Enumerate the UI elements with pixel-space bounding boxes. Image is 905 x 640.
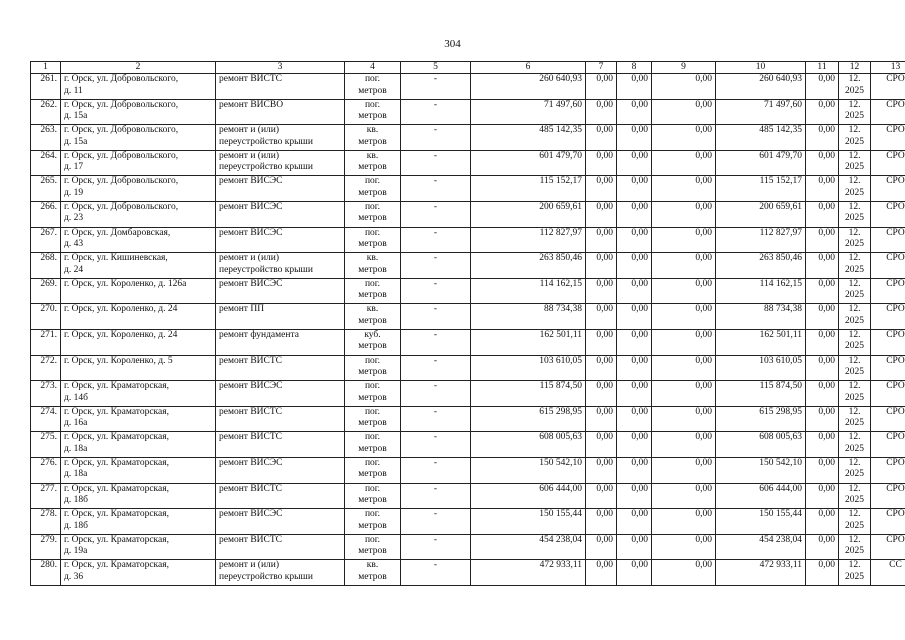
col11-cell: 0,00 <box>806 483 839 509</box>
col11-cell: 0,00 <box>806 381 839 407</box>
col5-cell: - <box>401 201 471 227</box>
col9-cell: 0,00 <box>652 534 716 560</box>
row-number: 272. <box>31 355 61 381</box>
col8-cell: 0,00 <box>617 560 652 586</box>
col10-cell: 150 542,10 <box>716 457 806 483</box>
row-number: 279. <box>31 534 61 560</box>
col8-cell: 0,00 <box>617 150 652 176</box>
total-cost-cell: 200 659,61 <box>471 201 586 227</box>
column-header-3: 3 <box>216 62 345 74</box>
method-cell: СРО <box>871 534 905 560</box>
method-cell: СРО <box>871 201 905 227</box>
table-row <box>31 432 905 458</box>
table-row <box>31 509 905 535</box>
unit-cell: пог. метров <box>345 483 401 509</box>
work-type-cell: ремонт ВИСЭС <box>216 201 345 227</box>
completion-date-cell: 12. 2025 <box>839 355 871 381</box>
unit-cell: кв. метров <box>345 150 401 176</box>
address-cell: г. Орск, ул. Короленко, д. 24 <box>61 329 216 355</box>
col5-cell: - <box>401 560 471 586</box>
unit-cell: пог. метров <box>345 176 401 202</box>
col11-cell: 0,00 <box>806 150 839 176</box>
row-number: 265. <box>31 176 61 202</box>
col5-cell: - <box>401 125 471 151</box>
method-cell: СС <box>871 560 905 586</box>
method-cell: СРО <box>871 355 905 381</box>
col9-cell: 0,00 <box>652 509 716 535</box>
col8-cell: 0,00 <box>617 201 652 227</box>
work-type-cell: ремонт и (или) переустройство крыши <box>216 560 345 586</box>
col8-cell: 0,00 <box>617 355 652 381</box>
column-header-7: 7 <box>586 62 617 74</box>
col9-cell: 0,00 <box>652 253 716 279</box>
total-cost-cell: 601 479,70 <box>471 150 586 176</box>
completion-date-cell: 12. 2025 <box>839 74 871 100</box>
unit-cell: кв. метров <box>345 304 401 330</box>
unit-cell: кв. метров <box>345 560 401 586</box>
total-cost-cell: 606 444,00 <box>471 483 586 509</box>
col9-cell: 0,00 <box>652 125 716 151</box>
col8-cell: 0,00 <box>617 227 652 253</box>
completion-date-cell: 12. 2025 <box>839 406 871 432</box>
method-cell: СРО <box>871 509 905 535</box>
col7-cell: 0,00 <box>586 278 617 304</box>
col8-cell: 0,00 <box>617 509 652 535</box>
total-cost-cell: 454 238,04 <box>471 534 586 560</box>
completion-date-cell: 12. 2025 <box>839 457 871 483</box>
address-cell: г. Орск, ул. Краматорская, д. 18б <box>61 509 216 535</box>
col8-cell: 0,00 <box>617 381 652 407</box>
row-number: 268. <box>31 253 61 279</box>
col9-cell: 0,00 <box>652 457 716 483</box>
row-number: 277. <box>31 483 61 509</box>
col5-cell: - <box>401 278 471 304</box>
col10-cell: 115 874,50 <box>716 381 806 407</box>
completion-date-cell: 12. 2025 <box>839 381 871 407</box>
unit-cell: пог. метров <box>345 201 401 227</box>
col11-cell: 0,00 <box>806 99 839 125</box>
work-type-cell: ремонт и (или) переустройство крыши <box>216 125 345 151</box>
method-cell: СРО <box>871 99 905 125</box>
col10-cell: 606 444,00 <box>716 483 806 509</box>
address-cell: г. Орск, ул. Кишиневская, д. 24 <box>61 253 216 279</box>
column-header-6: 6 <box>471 62 586 74</box>
col10-cell: 608 005,63 <box>716 432 806 458</box>
unit-cell: пог. метров <box>345 406 401 432</box>
table-row <box>31 253 905 279</box>
work-type-cell: ремонт ПП <box>216 304 345 330</box>
completion-date-cell: 12. 2025 <box>839 150 871 176</box>
completion-date-cell: 12. 2025 <box>839 534 871 560</box>
col7-cell: 0,00 <box>586 74 617 100</box>
work-type-cell: ремонт ВИСЭС <box>216 176 345 202</box>
column-header-10: 10 <box>716 62 806 74</box>
column-header-2: 2 <box>61 62 216 74</box>
completion-date-cell: 12. 2025 <box>839 304 871 330</box>
work-type-cell: ремонт ВИСТС <box>216 406 345 432</box>
address-cell: г. Орск, ул. Краматорская, д. 16а <box>61 406 216 432</box>
table-row <box>31 278 905 304</box>
column-header-8: 8 <box>617 62 652 74</box>
col8-cell: 0,00 <box>617 483 652 509</box>
col7-cell: 0,00 <box>586 355 617 381</box>
col7-cell: 0,00 <box>586 457 617 483</box>
col7-cell: 0,00 <box>586 534 617 560</box>
method-cell: СРО <box>871 74 905 100</box>
col8-cell: 0,00 <box>617 457 652 483</box>
col7-cell: 0,00 <box>586 329 617 355</box>
total-cost-cell: 114 162,15 <box>471 278 586 304</box>
col10-cell: 472 933,11 <box>716 560 806 586</box>
col11-cell: 0,00 <box>806 432 839 458</box>
col9-cell: 0,00 <box>652 560 716 586</box>
completion-date-cell: 12. 2025 <box>839 432 871 458</box>
col7-cell: 0,00 <box>586 304 617 330</box>
address-cell: г. Орск, ул. Добровольского, д. 11 <box>61 74 216 100</box>
col5-cell: - <box>401 534 471 560</box>
col11-cell: 0,00 <box>806 176 839 202</box>
address-cell: г. Орск, ул. Краматорская, д. 19а <box>61 534 216 560</box>
work-type-cell: ремонт ВИСЭС <box>216 457 345 483</box>
col8-cell: 0,00 <box>617 74 652 100</box>
method-cell: СРО <box>871 150 905 176</box>
col10-cell: 260 640,93 <box>716 74 806 100</box>
table-row <box>31 201 905 227</box>
col9-cell: 0,00 <box>652 278 716 304</box>
table-row <box>31 150 905 176</box>
table-row <box>31 457 905 483</box>
col10-cell: 71 497,60 <box>716 99 806 125</box>
col11-cell: 0,00 <box>806 74 839 100</box>
col7-cell: 0,00 <box>586 560 617 586</box>
col5-cell: - <box>401 355 471 381</box>
col8-cell: 0,00 <box>617 432 652 458</box>
unit-cell: пог. метров <box>345 381 401 407</box>
col9-cell: 0,00 <box>652 406 716 432</box>
unit-cell: пог. метров <box>345 457 401 483</box>
col7-cell: 0,00 <box>586 381 617 407</box>
col9-cell: 0,00 <box>652 176 716 202</box>
table-row <box>31 560 905 586</box>
col7-cell: 0,00 <box>586 99 617 125</box>
method-cell: СРО <box>871 253 905 279</box>
column-header-4: 4 <box>345 62 401 74</box>
col8-cell: 0,00 <box>617 534 652 560</box>
col11-cell: 0,00 <box>806 278 839 304</box>
register-table <box>30 61 905 586</box>
column-header-12: 12 <box>839 62 871 74</box>
address-cell: г. Орск, ул. Домбаровская, д. 43 <box>61 227 216 253</box>
work-type-cell: ремонт ВИСТС <box>216 432 345 458</box>
work-type-cell: ремонт ВИСТС <box>216 355 345 381</box>
col5-cell: - <box>401 150 471 176</box>
row-number: 262. <box>31 99 61 125</box>
col5-cell: - <box>401 99 471 125</box>
total-cost-cell: 150 542,10 <box>471 457 586 483</box>
col8-cell: 0,00 <box>617 304 652 330</box>
row-number: 261. <box>31 74 61 100</box>
col9-cell: 0,00 <box>652 355 716 381</box>
col5-cell: - <box>401 509 471 535</box>
work-type-cell: ремонт и (или) переустройство крыши <box>216 150 345 176</box>
table-row <box>31 227 905 253</box>
col11-cell: 0,00 <box>806 457 839 483</box>
page-number: 304 <box>444 38 461 50</box>
col5-cell: - <box>401 483 471 509</box>
completion-date-cell: 12. 2025 <box>839 176 871 202</box>
method-cell: СРО <box>871 227 905 253</box>
col10-cell: 103 610,05 <box>716 355 806 381</box>
col5-cell: - <box>401 406 471 432</box>
col10-cell: 601 479,70 <box>716 150 806 176</box>
row-number: 278. <box>31 509 61 535</box>
unit-cell: пог. метров <box>345 99 401 125</box>
address-cell: г. Орск, ул. Добровольского, д. 19 <box>61 176 216 202</box>
unit-cell: куб. метров <box>345 329 401 355</box>
col10-cell: 115 152,17 <box>716 176 806 202</box>
address-cell: г. Орск, ул. Добровольского, д. 15а <box>61 99 216 125</box>
col7-cell: 0,00 <box>586 125 617 151</box>
method-cell: СРО <box>871 278 905 304</box>
col8-cell: 0,00 <box>617 329 652 355</box>
total-cost-cell: 608 005,63 <box>471 432 586 458</box>
unit-cell: пог. метров <box>345 509 401 535</box>
col10-cell: 114 162,15 <box>716 278 806 304</box>
method-cell: СРО <box>871 329 905 355</box>
total-cost-cell: 260 640,93 <box>471 74 586 100</box>
completion-date-cell: 12. 2025 <box>839 227 871 253</box>
col8-cell: 0,00 <box>617 176 652 202</box>
row-number: 270. <box>31 304 61 330</box>
col11-cell: 0,00 <box>806 355 839 381</box>
work-type-cell: ремонт ВИСТС <box>216 534 345 560</box>
col7-cell: 0,00 <box>586 509 617 535</box>
col11-cell: 0,00 <box>806 125 839 151</box>
col5-cell: - <box>401 176 471 202</box>
address-cell: г. Орск, ул. Добровольского, д. 15а <box>61 125 216 151</box>
col11-cell: 0,00 <box>806 253 839 279</box>
col11-cell: 0,00 <box>806 534 839 560</box>
method-cell: СРО <box>871 381 905 407</box>
total-cost-cell: 162 501,11 <box>471 329 586 355</box>
table-row <box>31 534 905 560</box>
col8-cell: 0,00 <box>617 99 652 125</box>
completion-date-cell: 12. 2025 <box>839 278 871 304</box>
col7-cell: 0,00 <box>586 150 617 176</box>
col10-cell: 112 827,97 <box>716 227 806 253</box>
col8-cell: 0,00 <box>617 406 652 432</box>
table-row <box>31 74 905 100</box>
col9-cell: 0,00 <box>652 381 716 407</box>
row-number: 271. <box>31 329 61 355</box>
column-header-11: 11 <box>806 62 839 74</box>
method-cell: СРО <box>871 406 905 432</box>
col8-cell: 0,00 <box>617 278 652 304</box>
col10-cell: 615 298,95 <box>716 406 806 432</box>
col9-cell: 0,00 <box>652 150 716 176</box>
col11-cell: 0,00 <box>806 560 839 586</box>
row-number: 273. <box>31 381 61 407</box>
address-cell: г. Орск, ул. Добровольского, д. 17 <box>61 150 216 176</box>
column-header-5: 5 <box>401 62 471 74</box>
method-cell: СРО <box>871 304 905 330</box>
col10-cell: 485 142,35 <box>716 125 806 151</box>
table-row <box>31 176 905 202</box>
unit-cell: кв. метров <box>345 253 401 279</box>
col5-cell: - <box>401 304 471 330</box>
col7-cell: 0,00 <box>586 227 617 253</box>
col9-cell: 0,00 <box>652 201 716 227</box>
column-header-13: 13 <box>871 62 905 74</box>
work-type-cell: ремонт ВИСЭС <box>216 381 345 407</box>
col8-cell: 0,00 <box>617 125 652 151</box>
table-row <box>31 406 905 432</box>
total-cost-cell: 485 142,35 <box>471 125 586 151</box>
table-row <box>31 483 905 509</box>
address-cell: г. Орск, ул. Короленко, д. 24 <box>61 304 216 330</box>
table-row <box>31 381 905 407</box>
total-cost-cell: 112 827,97 <box>471 227 586 253</box>
col5-cell: - <box>401 329 471 355</box>
unit-cell: пог. метров <box>345 432 401 458</box>
row-number: 264. <box>31 150 61 176</box>
col5-cell: - <box>401 432 471 458</box>
total-cost-cell: 263 850,46 <box>471 253 586 279</box>
row-number: 280. <box>31 560 61 586</box>
work-type-cell: ремонт ВИСЭС <box>216 227 345 253</box>
col10-cell: 162 501,11 <box>716 329 806 355</box>
completion-date-cell: 12. 2025 <box>839 201 871 227</box>
table-row <box>31 99 905 125</box>
work-type-cell: ремонт ВИСТС <box>216 483 345 509</box>
total-cost-cell: 472 933,11 <box>471 560 586 586</box>
unit-cell: пог. метров <box>345 534 401 560</box>
col9-cell: 0,00 <box>652 483 716 509</box>
col10-cell: 263 850,46 <box>716 253 806 279</box>
address-cell: г. Орск, ул. Короленко, д. 5 <box>61 355 216 381</box>
table-row <box>31 304 905 330</box>
total-cost-cell: 115 152,17 <box>471 176 586 202</box>
col5-cell: - <box>401 253 471 279</box>
col7-cell: 0,00 <box>586 176 617 202</box>
col10-cell: 200 659,61 <box>716 201 806 227</box>
completion-date-cell: 12. 2025 <box>839 560 871 586</box>
col11-cell: 0,00 <box>806 201 839 227</box>
col9-cell: 0,00 <box>652 329 716 355</box>
row-number: 275. <box>31 432 61 458</box>
unit-cell: кв. метров <box>345 125 401 151</box>
col9-cell: 0,00 <box>652 99 716 125</box>
work-type-cell: ремонт ВИСТС <box>216 74 345 100</box>
address-cell: г. Орск, ул. Краматорская, д. 14б <box>61 381 216 407</box>
method-cell: СРО <box>871 125 905 151</box>
col10-cell: 454 238,04 <box>716 534 806 560</box>
col11-cell: 0,00 <box>806 329 839 355</box>
address-cell: г. Орск, ул. Краматорская, д. 36 <box>61 560 216 586</box>
completion-date-cell: 12. 2025 <box>839 483 871 509</box>
address-cell: г. Орск, ул. Краматорская, д. 18а <box>61 457 216 483</box>
col10-cell: 88 734,38 <box>716 304 806 330</box>
col11-cell: 0,00 <box>806 406 839 432</box>
col7-cell: 0,00 <box>586 432 617 458</box>
work-type-cell: ремонт ВИСЭС <box>216 278 345 304</box>
row-number: 263. <box>31 125 61 151</box>
address-cell: г. Орск, ул. Короленко, д. 126а <box>61 278 216 304</box>
unit-cell: пог. метров <box>345 278 401 304</box>
col9-cell: 0,00 <box>652 304 716 330</box>
row-number: 269. <box>31 278 61 304</box>
address-cell: г. Орск, ул. Краматорская, д. 18а <box>61 432 216 458</box>
unit-cell: пог. метров <box>345 74 401 100</box>
row-number: 276. <box>31 457 61 483</box>
completion-date-cell: 12. 2025 <box>839 253 871 279</box>
header-row <box>31 62 905 74</box>
unit-cell: пог. метров <box>345 227 401 253</box>
col5-cell: - <box>401 381 471 407</box>
total-cost-cell: 71 497,60 <box>471 99 586 125</box>
table-row <box>31 355 905 381</box>
row-number: 266. <box>31 201 61 227</box>
method-cell: СРО <box>871 176 905 202</box>
total-cost-cell: 88 734,38 <box>471 304 586 330</box>
col11-cell: 0,00 <box>806 227 839 253</box>
table-row <box>31 125 905 151</box>
col5-cell: - <box>401 457 471 483</box>
completion-date-cell: 12. 2025 <box>839 99 871 125</box>
completion-date-cell: 12. 2025 <box>839 125 871 151</box>
col9-cell: 0,00 <box>652 74 716 100</box>
col9-cell: 0,00 <box>652 227 716 253</box>
table-body <box>31 74 905 586</box>
col10-cell: 150 155,44 <box>716 509 806 535</box>
col5-cell: - <box>401 74 471 100</box>
row-number: 274. <box>31 406 61 432</box>
row-number: 267. <box>31 227 61 253</box>
completion-date-cell: 12. 2025 <box>839 329 871 355</box>
method-cell: СРО <box>871 483 905 509</box>
total-cost-cell: 150 155,44 <box>471 509 586 535</box>
col11-cell: 0,00 <box>806 509 839 535</box>
total-cost-cell: 615 298,95 <box>471 406 586 432</box>
col5-cell: - <box>401 227 471 253</box>
col11-cell: 0,00 <box>806 304 839 330</box>
work-type-cell: ремонт ВИСВО <box>216 99 345 125</box>
col7-cell: 0,00 <box>586 253 617 279</box>
col7-cell: 0,00 <box>586 483 617 509</box>
column-header-1: 1 <box>31 62 61 74</box>
col7-cell: 0,00 <box>586 201 617 227</box>
total-cost-cell: 103 610,05 <box>471 355 586 381</box>
method-cell: СРО <box>871 432 905 458</box>
completion-date-cell: 12. 2025 <box>839 509 871 535</box>
work-type-cell: ремонт фундамента <box>216 329 345 355</box>
col9-cell: 0,00 <box>652 432 716 458</box>
col8-cell: 0,00 <box>617 253 652 279</box>
col7-cell: 0,00 <box>586 406 617 432</box>
address-cell: г. Орск, ул. Добровольского, д. 23 <box>61 201 216 227</box>
method-cell: СРО <box>871 457 905 483</box>
work-type-cell: ремонт и (или) переустройство крыши <box>216 253 345 279</box>
total-cost-cell: 115 874,50 <box>471 381 586 407</box>
work-type-cell: ремонт ВИСЭС <box>216 509 345 535</box>
column-header-9: 9 <box>652 62 716 74</box>
address-cell: г. Орск, ул. Краматорская, д. 18б <box>61 483 216 509</box>
unit-cell: пог. метров <box>345 355 401 381</box>
table-row <box>31 329 905 355</box>
